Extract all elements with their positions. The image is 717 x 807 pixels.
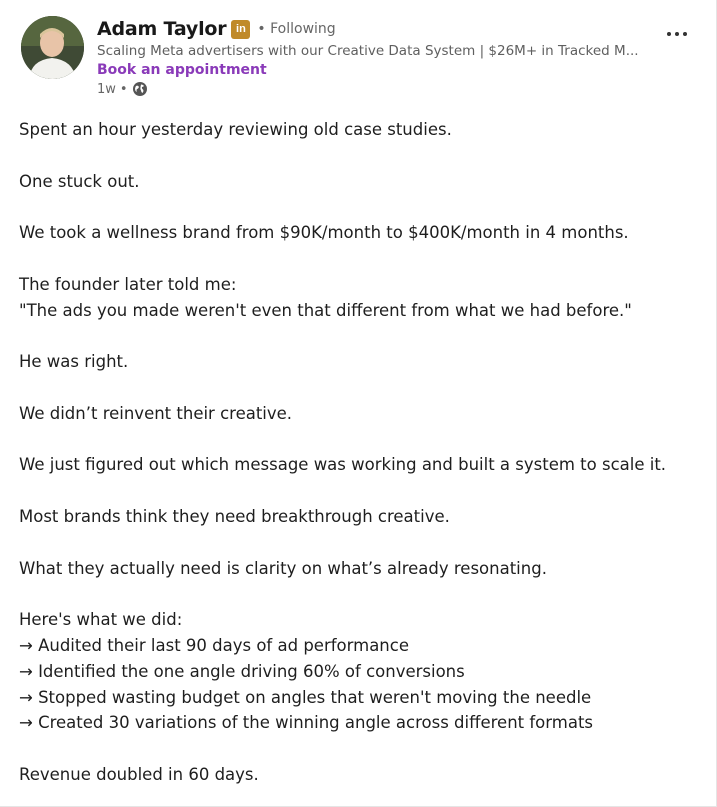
linkedin-premium-icon: in xyxy=(231,20,250,39)
post-paragraph: The founder later told me: xyxy=(19,274,237,294)
post-quote: "The ads you made weren't even that different from what we had before." xyxy=(19,300,632,320)
author-headline: Scaling Meta advertisers with our Creative Data System | $26M+ in Tracked M... xyxy=(97,43,639,59)
book-appointment-link[interactable]: Book an appointment xyxy=(97,62,267,78)
post-paragraph: We didn’t reinvent their creative. xyxy=(19,403,293,423)
more-dot xyxy=(683,32,687,36)
globe-icon xyxy=(132,81,148,97)
more-dot xyxy=(667,32,671,36)
more-options-icon[interactable] xyxy=(662,24,692,44)
follow-status: • Following xyxy=(257,21,336,37)
name-row xyxy=(97,16,640,42)
author-name[interactable]: Adam Taylor xyxy=(97,18,227,40)
separator-dot: • xyxy=(119,81,128,97)
post-paragraph: He was right. xyxy=(19,352,129,372)
post-paragraph: We just figured out which message was working and built a system to scale it. xyxy=(19,455,667,475)
post-paragraph: Revenue doubled in 60 days. xyxy=(19,764,259,784)
post-paragraph: Most brands think they need breakthrough creative. xyxy=(19,506,450,526)
more-dot xyxy=(675,32,679,36)
post-paragraph: One stuck out. xyxy=(19,171,140,191)
author-meta xyxy=(97,16,640,97)
post-paragraph: Here's what we did: xyxy=(19,610,183,630)
list-item: → Stopped wasting budget on angles that weren't moving the needle xyxy=(19,687,592,707)
list-item: → Audited their last 90 days of ad performance xyxy=(19,635,409,655)
list-item: → Created 30 variations of the winning angle across different formats xyxy=(19,713,594,733)
post-paragraph: What they actually need is clarity on what’s already resonating. xyxy=(19,558,547,578)
post-header xyxy=(21,16,700,108)
avatar[interactable] xyxy=(21,16,84,79)
list-item: → Identified the one angle driving 60% of conversions xyxy=(19,661,465,681)
post-time: 1w xyxy=(97,81,116,97)
post-body xyxy=(19,117,699,788)
post-paragraph: Spent an hour yesterday reviewing old case studies. xyxy=(19,120,452,139)
post-time-row xyxy=(97,81,640,97)
post-paragraph: We took a wellness brand from $90K/month to $400K/month in 4 months. xyxy=(19,223,629,243)
avatar-image xyxy=(21,16,84,79)
